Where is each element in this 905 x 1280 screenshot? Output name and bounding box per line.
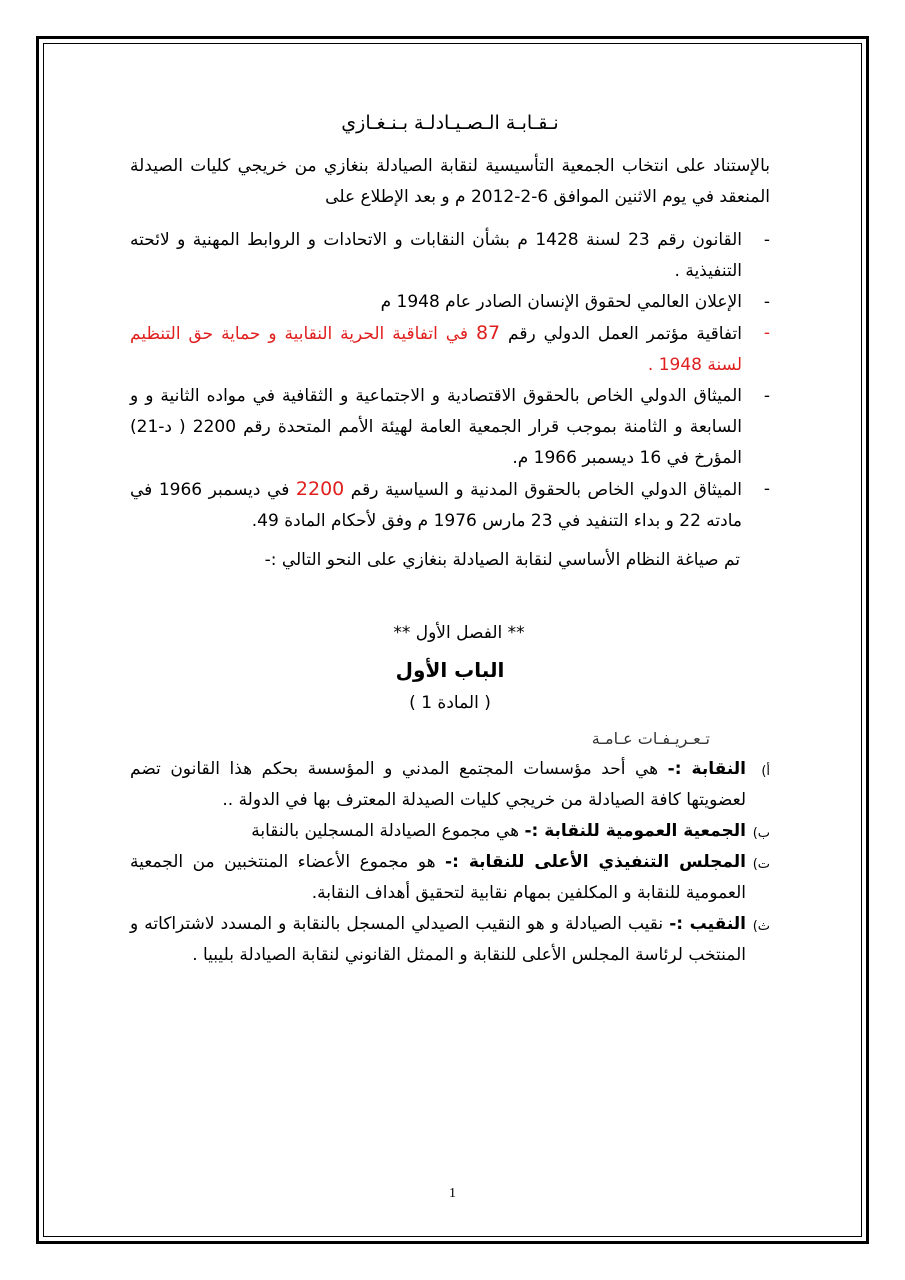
list-dash: -: [763, 479, 770, 499]
chapter-heading: ** الفصل الأول **: [393, 623, 525, 643]
reference-text-after: في اتفاقية الحرية النقابية و حماية حق التنظيم لسنة 1948 .: [130, 324, 742, 375]
definitions-list: [130, 754, 770, 971]
list-item: [130, 225, 770, 287]
intro-paragraph: بالإستناد على انتخاب الجمعية التأسيسية لنقابة الصيادلة بنغازي من خريجي كليات الصيدلة المنعقد في يوم الاثنين الموافق 6-2-2012 م و بعد الإطلاع على: [130, 156, 770, 207]
reference-text-before: اتفاقية مؤتمر العمل الدولي رقم: [500, 324, 742, 344]
definition-text: هو مجموع الأعضاء المنتخبين من الجمعية العمومية للنقابة و المكلفين بمهام نقابية لتحقيق أهداف النقابة.: [130, 852, 746, 903]
definition-text: هي أحد مؤسسات المجتمع المدني و المؤسسة بحكم هذا القانون تضم لعضويتها كافة الصيادلة من خريجي كليات الصيدلة المعترف بها في الدولة ..: [130, 759, 746, 810]
list-item-highlighted: [130, 318, 770, 381]
formulation-statement: تم صياغة النظام الأساسي لنقابة الصيادلة بنغازي على النحو التالي :-: [264, 550, 740, 570]
reference-text: القانون رقم 23 لسنة 1428 م بشأن النقابات و الاتحادات و الروابط المهنية و لائحته التنفيذية .: [130, 230, 743, 281]
list-item: [130, 474, 770, 537]
page-number: 1: [449, 1186, 456, 1201]
definition-label: ب): [752, 826, 770, 841]
references-list: [130, 225, 770, 537]
list-item: [130, 847, 770, 909]
list-dash: -: [763, 292, 770, 312]
reference-number: 87: [475, 322, 501, 344]
definition-term: الجمعية العمومية للنقابة :-: [524, 821, 746, 841]
list-dash: -: [763, 323, 770, 343]
list-item: [130, 909, 770, 971]
list-item: [130, 381, 770, 474]
definitions-title: تـعـريـفـات عـامـة: [591, 729, 710, 748]
definition-text: هي مجموع الصيادلة المسجلين بالنقابة: [251, 821, 525, 841]
definition-term: النقيب :-: [669, 914, 746, 934]
document-body: [130, 108, 770, 971]
definition-text: نقيب الصيادلة و هو النقيب الصيدلي المسجل بالنقابة و المسدد لاشتراكاته و المنتخب لرئاسة المجلس الأعلى للنقابة و الممثل القانوني لنقابة الصيادلة بليبيا .: [130, 914, 746, 965]
reference-text: الميثاق الدولي الخاص بالحقوق الاقتصادية و الاجتماعية و الثقافية في مواده الثانية و و السابعة و الثامنة بموجب قرار الجمعية العامة لهيئة الأمم المتحدة رقم 2200 ( د-21) المؤرخ في 16 ديسمبر 1966 م.: [130, 386, 743, 468]
article-heading: ( المادة 1 ): [409, 693, 491, 713]
definition-label: أ): [761, 764, 770, 779]
list-dash: -: [763, 386, 770, 406]
definition-term: المجلس التنفيذي الأعلى للنقابة :-: [445, 852, 746, 872]
reference-text-before: الميثاق الدولي الخاص بالحقوق المدنية و السياسية رقم: [344, 480, 743, 500]
part-heading: الباب الأول: [395, 658, 505, 682]
reference-text: الإعلان العالمي لحقوق الإنسان الصادر عام 1948 م: [380, 292, 742, 312]
list-dash: -: [763, 230, 770, 250]
definition-label: ت): [752, 857, 770, 872]
definition-label: ث): [752, 919, 770, 934]
reference-number: 2200: [295, 478, 345, 500]
list-item: [130, 287, 770, 318]
document-title: نـقـابـة الـصـيـادلـة بـنـغـازي: [341, 112, 559, 134]
definition-term: النقابة :-: [667, 759, 747, 779]
reference-text-after: في ديسمبر 1966 في مادته 22 و بداء التنفيد في 23 مارس 1976 م وفق لأحكام المادة 49.: [130, 480, 742, 531]
list-item: [130, 816, 770, 847]
list-item: [130, 754, 770, 816]
